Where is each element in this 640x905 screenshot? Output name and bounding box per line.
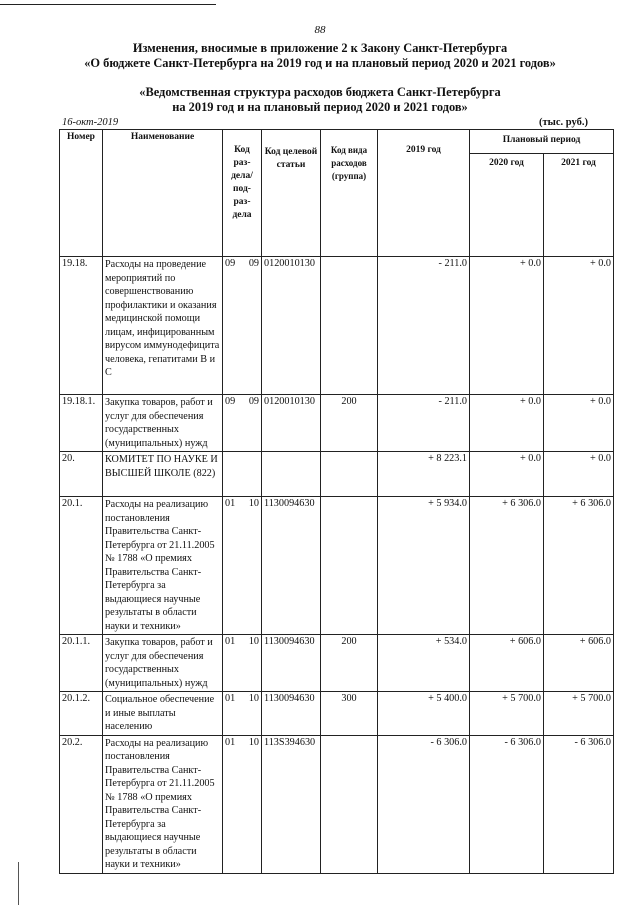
- row-name: Закупка товаров, работ и услуг для обеспечения государственных (муниципальных) нужд: [103, 395, 223, 452]
- row-name: Закупка товаров, работ и услуг для обеспечения государственных (муниципальных) нужд: [103, 635, 223, 692]
- row-type: [321, 452, 378, 497]
- row-name: Социальное обеспечение и иные выплаты населению: [103, 692, 223, 736]
- header-2020: 2020 год: [470, 154, 544, 257]
- row-2021: + 0.0: [544, 395, 614, 452]
- row-target: 1130094630: [262, 497, 321, 635]
- row-name: Расходы на проведение мероприятий по совершенствованию профилактики и оказания медицинской помощи лицам, инфицированным вирусом иммунодефицита человека, гепатитами В и С: [103, 257, 223, 395]
- document-subtitle: [0, 85, 640, 115]
- row-section: [223, 257, 262, 395]
- row-number: 19.18.1.: [60, 395, 103, 452]
- row-2020: + 5 700.0: [470, 692, 544, 736]
- row-number: 20.: [60, 452, 103, 497]
- subsection-code: 09: [248, 396, 259, 407]
- row-number: 20.2.: [60, 735, 103, 873]
- header-number: Номер: [60, 130, 103, 257]
- table-row: [60, 257, 614, 395]
- row-2021: + 0.0: [544, 452, 614, 497]
- page-number: 88: [314, 24, 326, 36]
- section-code: 09: [225, 396, 236, 407]
- row-type: 200: [321, 395, 378, 452]
- table-row: [60, 635, 614, 692]
- table-body: [60, 257, 614, 874]
- row-target: 1130094630: [262, 692, 321, 736]
- row-2019: - 211.0: [378, 257, 470, 395]
- row-2021: + 606.0: [544, 635, 614, 692]
- row-2020: + 0.0: [470, 257, 544, 395]
- table-row: [60, 735, 614, 873]
- row-section: [223, 735, 262, 873]
- row-2021: + 5 700.0: [544, 692, 614, 736]
- budget-table: [59, 129, 614, 874]
- row-type: [321, 735, 378, 873]
- row-2019: + 5 934.0: [378, 497, 470, 635]
- table-row: [60, 452, 614, 497]
- row-section: [223, 452, 262, 497]
- header-target: Код целевой статьи: [262, 130, 321, 257]
- row-target: [262, 452, 321, 497]
- row-type: 300: [321, 692, 378, 736]
- section-code: 01: [225, 736, 236, 748]
- subsection-code: 10: [248, 736, 259, 748]
- row-2019: - 211.0: [378, 395, 470, 452]
- row-2020: - 6 306.0: [470, 735, 544, 873]
- row-name: КОМИТЕТ ПО НАУКЕ И ВЫСШЕЙ ШКОЛЕ (822): [103, 452, 223, 497]
- header-type: Код вида расходов (группа): [321, 130, 378, 257]
- row-2021: + 6 306.0: [544, 497, 614, 635]
- subsection-code: 09: [248, 258, 259, 269]
- row-2021: - 6 306.0: [544, 735, 614, 873]
- row-2020: + 0.0: [470, 395, 544, 452]
- section-code: 01: [225, 636, 236, 647]
- row-name: Расходы на реализацию постановления Правительства Санкт-Петербурга от 21.11.2005 № 1788 «О премиях Правительства Санкт-Петербурга за выдающиеся научные результаты в области науки и техники»: [103, 497, 223, 635]
- row-2019: + 8 223.1: [378, 452, 470, 497]
- title-line-2: «О бюджете Санкт-Петербурга на 2019 год и на плановый период 2020 и 2021 годов»: [84, 56, 556, 70]
- header-2021: 2021 год: [544, 154, 614, 257]
- row-type: 200: [321, 635, 378, 692]
- section-code: 01: [225, 693, 236, 704]
- header-2019: 2019 год: [378, 130, 470, 257]
- row-2020: + 606.0: [470, 635, 544, 692]
- header-name: Наименование: [103, 130, 223, 257]
- row-type: [321, 497, 378, 635]
- table-row: [60, 692, 614, 736]
- row-section: [223, 635, 262, 692]
- header-planned-period: Плановый период: [470, 130, 614, 154]
- row-name: Расходы на реализацию постановления Правительства Санкт-Петербурга от 21.11.2005 № 1788 «О премиях Правительства Санкт-Петербурга за выдающиеся научные результаты в области науки и техники»: [103, 735, 223, 873]
- row-number: 20.1.1.: [60, 635, 103, 692]
- title-line-1: Изменения, вносимые в приложение 2 к Закону Санкт-Петербурга: [132, 41, 508, 55]
- row-section: [223, 395, 262, 452]
- row-2020: + 6 306.0: [470, 497, 544, 635]
- row-2019: + 534.0: [378, 635, 470, 692]
- row-target: 113S394630: [262, 735, 321, 873]
- row-target: 1130094630: [262, 635, 321, 692]
- row-2019: + 5 400.0: [378, 692, 470, 736]
- subsection-code: 10: [248, 693, 259, 704]
- row-number: 19.18.: [60, 257, 103, 395]
- subtitle-line-1: «Ведомственная структура расходов бюджета Санкт-Петербурга: [139, 85, 501, 99]
- subtitle-line-2: на 2019 год и на плановый период 2020 и 2021 годов»: [172, 100, 468, 114]
- row-2021: + 0.0: [544, 257, 614, 395]
- row-type: [321, 257, 378, 395]
- units-label: (тыс. руб.): [539, 117, 588, 128]
- row-number: 20.1.: [60, 497, 103, 635]
- margin-rule: [18, 862, 19, 905]
- top-rule: [0, 4, 216, 5]
- document-date: 16-окт-2019: [62, 117, 119, 128]
- row-target: 0120010130: [262, 257, 321, 395]
- subsection-code: 10: [248, 498, 259, 509]
- header-section: Код раз- дела/ под- раз- дела: [223, 130, 262, 257]
- row-2019: - 6 306.0: [378, 735, 470, 873]
- document-title: [0, 41, 640, 71]
- row-section: [223, 497, 262, 635]
- row-number: 20.1.2.: [60, 692, 103, 736]
- section-code: 01: [225, 498, 236, 509]
- subsection-code: 10: [248, 636, 259, 647]
- table-row: [60, 497, 614, 635]
- row-target: 0120010130: [262, 395, 321, 452]
- row-section: [223, 692, 262, 736]
- section-code: 09: [225, 258, 236, 269]
- table-row: [60, 395, 614, 452]
- row-2020: + 0.0: [470, 452, 544, 497]
